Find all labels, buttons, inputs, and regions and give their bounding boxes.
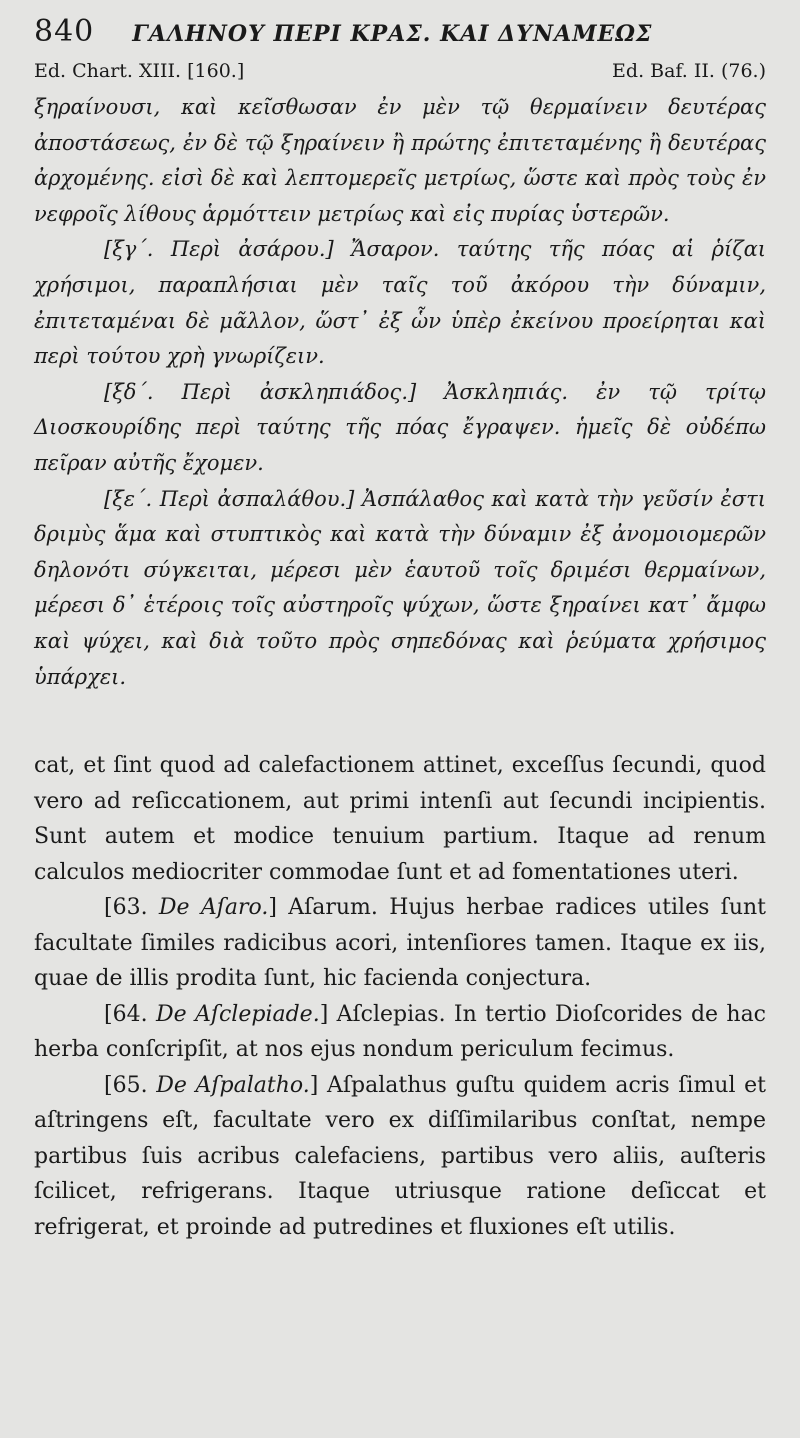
latin-section-title: De Aſaro. <box>158 895 269 921</box>
latin-section-title: De Aſclepiade. <box>155 1001 320 1027</box>
greek-paragraph-aspalathus <box>34 482 766 696</box>
latin-section-number: [63. <box>104 895 148 921</box>
latin-section-title: De Aſpalatho. <box>156 1072 310 1098</box>
latin-paragraph: cat, et ſint quod ad calefactionem attinet, exceſſus ſecundi, quod vero ad reſiccationem, aut primi intenſi aut ſecundi incipientis. Sunt autem et modice tenuium partium. Itaque ad renum calculos mediocriter commodae ſunt et ad fomentationes uteri. <box>34 753 766 885</box>
edition-references <box>34 60 766 90</box>
page-header <box>34 14 766 58</box>
greek-paragraph-asarum <box>34 232 766 374</box>
greek-section-body: Ἀσπάλαθος καὶ κατὰ τὴν γεῦσίν ἐστι δριμὺς ἅμα καὶ στυπτικὸς καὶ κατὰ τὴν δύναμιν ἐξ ἀνομοιομερῶν δηλονότι σύγκειται, μέρεσι μὲν ἑαυτοῦ τοῖς δριμέσι θερμαίνων, μέρεσι δ᾽ ἑτέροις τοῖς αὐστηροῖς ψύχων, ὥστε ξηραίνει κατ᾽ ἄμφω καὶ ψύχει, καὶ διὰ τοῦτο πρὸς σηπεδόνας καὶ ῥεύματα χρήσιμος ὑπάρχει. <box>34 486 766 689</box>
latin-paragraph-aspalathus <box>34 1068 766 1246</box>
latin-text-block <box>34 748 766 1245</box>
latin-section-bracket: ] <box>268 895 277 921</box>
edition-ref-right: Ed. Baf. II. (76.) <box>612 60 766 82</box>
greek-section-body: Ἄσαρον. ταύτης τῆς πόας αἱ ῥίζαι χρήσιμοι, παραπλήσιαι μὲν ταῖς τοῦ ἀκόρου τὴν δύναμιν, ἐπιτεταμέναι δὲ μᾶλλον, ὥστ᾽ ἐξ ὧν ὑπὲρ ἐκείνου προείρηται καὶ περὶ τούτου χρὴ γνωρίζειν. <box>34 237 766 369</box>
latin-paragraph-asarum <box>34 890 766 997</box>
latin-section-number: [65. <box>104 1072 148 1098</box>
greek-section-heading: [ξδ΄. Περὶ ἀσκληπιάδος.] <box>104 379 417 404</box>
latin-paragraph-asclepias <box>34 997 766 1068</box>
latin-section-body: Aſclepias. In tertio Dioſcorides de hac herba conſcripſit, at nos ejus nondum periculum fecimus. <box>34 1001 767 1063</box>
latin-section-number: [64. <box>104 1001 148 1027</box>
edition-ref-left: Ed. Chart. XIII. [160.] <box>34 60 245 82</box>
latin-section-body: Aſpalathus guſtu quidem acris ſimul et aſtringens eſt, facultate vero ex diſſimilaribus conſtat, nempe partibus ſuis acribus calefaciens, partibus vero aliis, auſteris ſcilicet, refrigerans. Itaque utriusque ratione deſiccat et refrigerat, et proinde ad putredines et fluxiones eſt utilis. <box>34 1072 766 1240</box>
running-title: ΓΑΛΗΝΟΥ ΠΕΡΙ ΚΡΑΣ. ΚΑΙ ΔΥΝΑΜΕΩΣ <box>132 21 653 47</box>
latin-section-body: Aſarum. Hujus herbae radices utiles ſunt facultate ſimiles radicibus acori, intenſiores tamen. Itaque ex iis, quae de illis prodita ſunt, hic facienda conjectura. <box>34 895 766 992</box>
latin-section-bracket: ] <box>319 1001 329 1027</box>
greek-section-heading: [ξε΄. Περὶ ἀσπαλάθου.] <box>104 486 355 511</box>
greek-section-heading: [ξγ΄. Περὶ ἀσάρου.] <box>104 237 334 262</box>
greek-paragraph: ξηραίνουσι, καὶ κεῖσθωσαν ἐν μὲν τῷ θερμαίνειν δευτέρας ἀποστάσεως, ἐν δὲ τῷ ξηραίνειν ἢ πρώτης ἐπιτεταμένης ἢ δευτέρας ἀρχομένης. εἰσὶ δὲ καὶ λεπτομερεῖς μετρίως, ὥστε καὶ πρὸς τοὺς ἐν νεφροῖς λίθους ἁρμόττειν μετρίως καὶ εἰς πυρίας ὑστερῶν. <box>34 95 766 226</box>
latin-section-bracket: ] <box>309 1072 319 1098</box>
greek-text-block <box>34 90 766 695</box>
page-number: 840 <box>34 14 95 49</box>
greek-section-body: Ἀσκληπιάς. ἐν τῷ τρίτῳ Διοσκουρίδης περὶ ταύτης τῆς πόας ἔγραψεν. ἡμεῖς δὲ οὐδέπω πεῖραν αὐτῆς ἔχομεν. <box>34 379 766 475</box>
greek-paragraph-asclepias <box>34 375 766 482</box>
